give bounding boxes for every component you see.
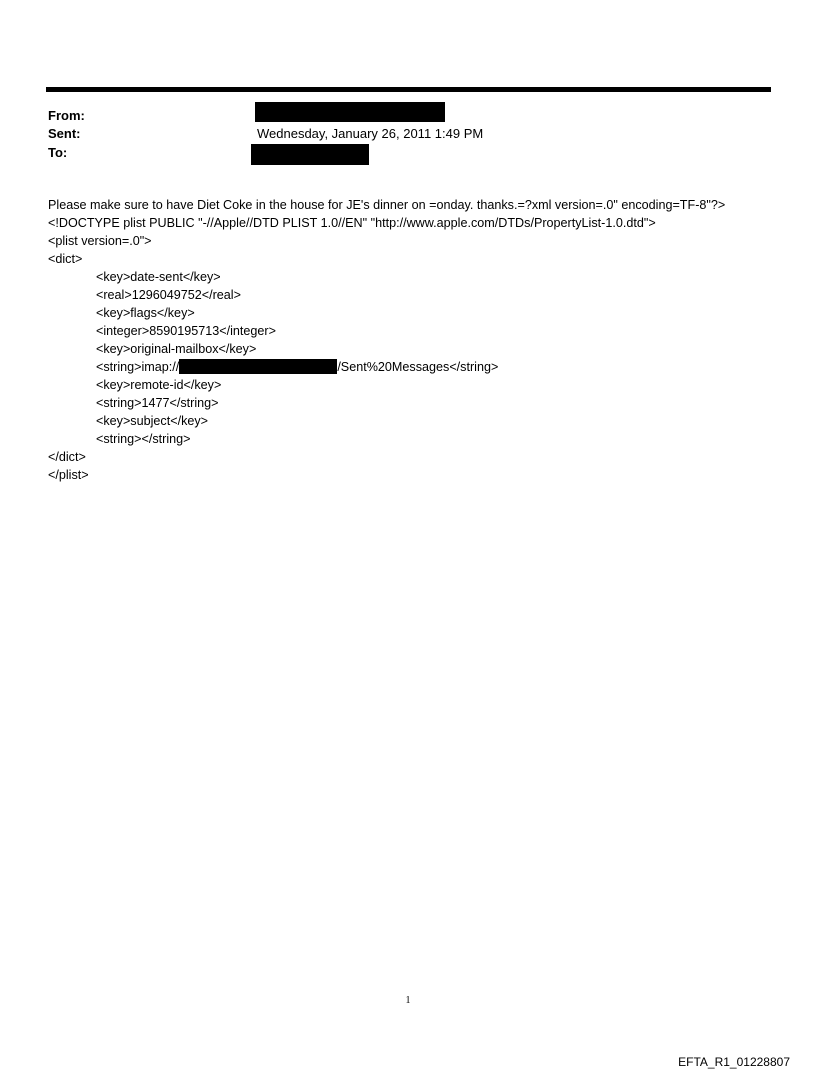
body-line: </plist> [48, 468, 89, 482]
body-line: <plist version=.0"> [48, 234, 152, 248]
body-line: <key>original-mailbox</key> [96, 342, 257, 356]
bates-number: EFTA_R1_01228807 [678, 1055, 790, 1069]
body-line: <key>remote-id</key> [96, 378, 222, 392]
from-redaction [255, 102, 445, 122]
body-line-imap [48, 358, 788, 376]
sent-label: Sent: [48, 126, 81, 141]
body-line: <key>flags</key> [96, 306, 195, 320]
imap-prefix: <string>imap:// [96, 360, 180, 374]
body-line: <key>date-sent</key> [96, 270, 221, 284]
page-number: 1 [405, 995, 411, 1006]
header-rule [46, 87, 771, 92]
body-line: <!DOCTYPE plist PUBLIC "-//Apple//DTD PLIST 1.0//EN" "http://www.apple.com/DTDs/PropertyList-1.0.dtd"> [48, 216, 656, 230]
body-line: <dict> [48, 252, 83, 266]
sent-row [48, 125, 748, 143]
body-line: <key>subject</key> [96, 414, 209, 428]
body-line: <string></string> [96, 432, 191, 446]
body-line: <string>1477</string> [96, 396, 219, 410]
message-body [48, 196, 788, 484]
to-label: To: [48, 145, 68, 160]
imap-redaction [179, 359, 337, 374]
to-redaction [251, 144, 369, 165]
body-line: <integer>8590195713</integer> [96, 324, 276, 338]
body-line: <real>1296049752</real> [96, 288, 241, 302]
body-line: Please make sure to have Diet Coke in the house for JE's dinner on =onday. thanks.=?xml version=.0" encoding=TF-8"?> [48, 198, 726, 212]
sent-value: Wednesday, January 26, 2011 1:49 PM [257, 126, 484, 141]
from-label: From: [48, 108, 85, 123]
body-line: </dict> [48, 450, 86, 464]
imap-suffix: /Sent%20Messages</string> [337, 360, 499, 374]
